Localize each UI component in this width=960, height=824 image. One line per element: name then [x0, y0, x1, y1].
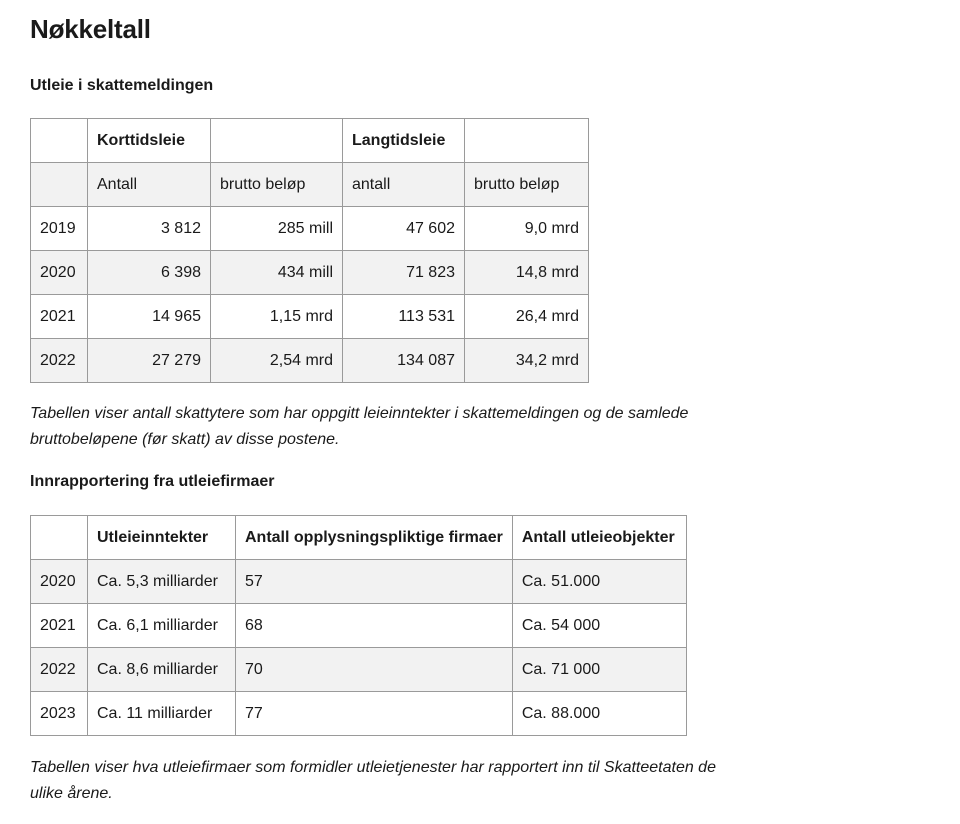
table-cell: 3 812: [88, 207, 211, 251]
table-cell: 434 mill: [211, 251, 343, 295]
table1-subheader-cell: Antall: [88, 163, 211, 207]
table-cell: 1,15 mrd: [211, 295, 343, 339]
table-cell: 2,54 mrd: [211, 339, 343, 383]
table-cell: Ca. 71 000: [512, 648, 686, 692]
table-cell: 6 398: [88, 251, 211, 295]
table-cell: 134 087: [343, 339, 465, 383]
table1-sub-header-row: [31, 163, 589, 207]
table-row: [31, 295, 589, 339]
caption-line: Tabellen viser antall skattytere som har oppgitt leieinntekter i skattemeldingen og de samlede: [30, 405, 689, 422]
table1-heading: Utleie i skattemeldingen: [30, 77, 214, 94]
year-cell: 2021: [31, 295, 88, 339]
table-cell: 68: [236, 604, 513, 648]
table-cell: 47 602: [343, 207, 465, 251]
table-cell: 14 965: [88, 295, 211, 339]
table-row: [31, 339, 589, 383]
table-cell: Ca. 8,6 milliarder: [88, 648, 236, 692]
year-cell: 2022: [31, 648, 88, 692]
table2-heading: Innrapportering fra utleiefirmaer: [30, 473, 275, 490]
table-row: [31, 604, 687, 648]
table-cell: 34,2 mrd: [465, 339, 589, 383]
table-cell: 14,8 mrd: [465, 251, 589, 295]
table2-caption: [30, 755, 830, 807]
year-cell: 2019: [31, 207, 88, 251]
year-cell: 2020: [31, 560, 88, 604]
table-cell: 285 mill: [211, 207, 343, 251]
table-cell: 70: [236, 648, 513, 692]
table-cell: 77: [236, 692, 513, 736]
table-row: [31, 648, 687, 692]
rental-firms-table: [30, 515, 687, 736]
table2-header-cell: Utleieinntekter: [88, 516, 236, 560]
table1-subheader-cell: brutto beløp: [465, 163, 589, 207]
table-cell: Ca. 51.000: [512, 560, 686, 604]
table1-header-cell: [465, 119, 589, 163]
table2-header-cell: Antall opplysningspliktige firmaer: [236, 516, 513, 560]
table-row: [31, 560, 687, 604]
table1-caption: [30, 401, 830, 453]
table1-subheader-cell: brutto beløp: [211, 163, 343, 207]
table2-header-row: [31, 516, 687, 560]
table-cell: Ca. 88.000: [512, 692, 686, 736]
year-cell: 2023: [31, 692, 88, 736]
table1-group-header-row: [31, 119, 589, 163]
year-cell: 2020: [31, 251, 88, 295]
table-cell: Ca. 11 milliarder: [88, 692, 236, 736]
table-cell: Ca. 5,3 milliarder: [88, 560, 236, 604]
caption-line: Tabellen viser hva utleiefirmaer som formidler utleietjenester har rapportert inn til Skatteetaten de: [30, 759, 716, 776]
year-cell: 2021: [31, 604, 88, 648]
table1-header-long-term: Langtidsleie: [343, 119, 465, 163]
table-row: [31, 251, 589, 295]
table-cell: 26,4 mrd: [465, 295, 589, 339]
table1-header-cell: [211, 119, 343, 163]
table-cell: 113 531: [343, 295, 465, 339]
table-row: [31, 692, 687, 736]
table-cell: Ca. 54 000: [512, 604, 686, 648]
table-cell: 57: [236, 560, 513, 604]
table2-header-cell: [31, 516, 88, 560]
table1-subheader-cell: [31, 163, 88, 207]
table1-header-short-term: Korttidsleie: [88, 119, 211, 163]
table-cell: 71 823: [343, 251, 465, 295]
table1-subheader-cell: antall: [343, 163, 465, 207]
table-cell: 27 279: [88, 339, 211, 383]
year-cell: 2022: [31, 339, 88, 383]
table-cell: 9,0 mrd: [465, 207, 589, 251]
table2-header-cell: Antall utleieobjekter: [512, 516, 686, 560]
table-row: [31, 207, 589, 251]
caption-line: ulike årene.: [30, 785, 113, 802]
table1-header-cell: [31, 119, 88, 163]
table-cell: Ca. 6,1 milliarder: [88, 604, 236, 648]
page-title: Nøkkeltall: [30, 14, 151, 44]
rental-tax-table: [30, 118, 589, 383]
caption-line: bruttobeløpene (før skatt) av disse postene.: [30, 431, 340, 448]
